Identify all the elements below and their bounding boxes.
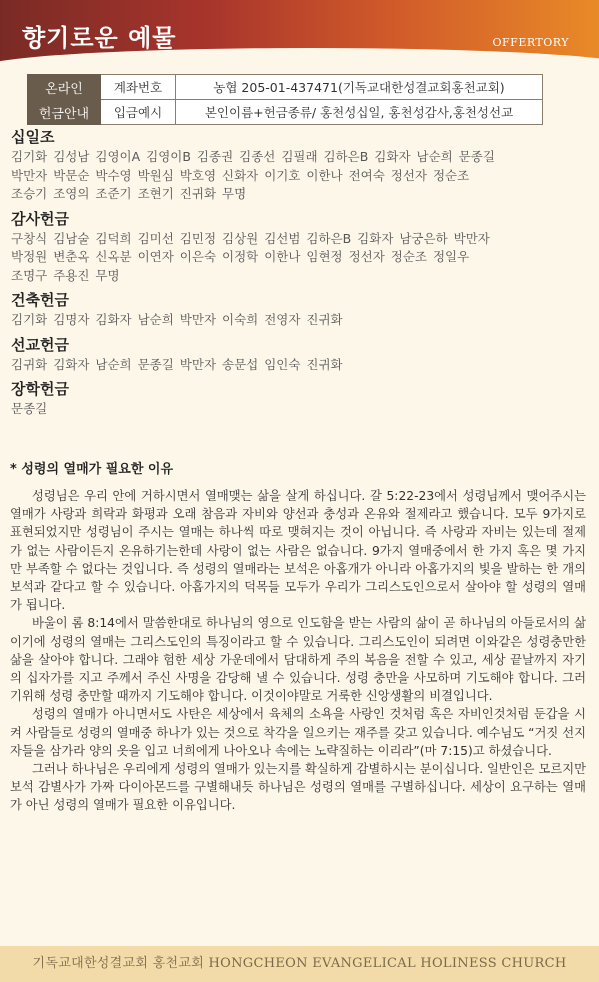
name-line: 김기화 김명자 김화자 남순희 박만자 이숙희 전영자 진귀화 xyxy=(11,312,343,327)
name-line: 박만자 박문순 박수영 박원심 박호영 신화자 이기호 이한나 전여숙 정선자 정순조 xyxy=(11,167,470,183)
deposit-example-key: 입금예시 xyxy=(101,100,176,125)
article xyxy=(10,458,586,815)
offering-name-lists xyxy=(11,126,589,423)
section-tithe xyxy=(11,126,589,204)
account-number-value: 농협 205-01-437471(기독교대한성결교회홍천교회) xyxy=(176,75,543,100)
section-title: 감사헌금 xyxy=(11,209,69,228)
section-title: 장학헌금 xyxy=(11,380,69,398)
name-list xyxy=(11,148,589,204)
name-line: 조명구 주용진 무명 xyxy=(11,267,120,283)
section-mission xyxy=(11,334,589,375)
page-subtitle: OFFERTORY xyxy=(492,36,569,49)
section-scholarship xyxy=(11,378,589,419)
name-list xyxy=(11,356,589,375)
name-line: 문종길 xyxy=(11,401,48,416)
name-line: 구창식 김남술 김덕희 김미선 김민정 김상원 김선범 김하은B 김화자 남궁은하 박만자 xyxy=(11,230,490,246)
article-paragraph: 성령의 열매가 아니면서도 사탄은 세상에서 육체의 소욕을 사랑인 것처럼 혹은 자비인것처럼 둔갑을 시켜 사람들로 성령의 열매중 하나가 있는 것으로 착각을 일으키는 재주를 갖고 있습니다. 예수님도 “거짓 선지자들을 삼가라 양의 옷을 입고 너희에게 나아오나 속에는 노략질하는 이리라”(마 7:15)고 하셨습니다. xyxy=(10,707,586,758)
online-label: 온라인 xyxy=(28,75,101,100)
name-list xyxy=(11,230,589,286)
name-line: 김귀화 김화자 남순희 문종길 박만자 송문섭 임인숙 진귀화 xyxy=(11,356,343,372)
deposit-example-value: 본인이름+헌금종류/ 홍천성십일, 홍천성감사,홍천성선교 xyxy=(176,100,543,125)
section-title: 선교헌금 xyxy=(11,335,69,354)
church-footer: 기독교대한성결교회 홍천교회 HONGCHEON EVANGELICAL HOLINESS CHURCH xyxy=(0,946,599,982)
offertory-header-banner xyxy=(0,0,599,62)
name-line: 조승기 조영의 조준기 조현기 진귀화 무명 xyxy=(11,186,247,201)
article-paragraph: 그러나 하나님은 우리에게 성령의 열매가 있는지를 확실하게 감별하시는 분이십니다. 일반인은 모르지만 보석 감별사가 가짜 다이아몬드를 구별해내듯 하나님은 성령의 열매를 구별하십니다. 세상이 요구하는 열매가 아닌 성령의 열매가 필요한 이유입니다. xyxy=(10,762,586,813)
page-title: 향기로운 예물 xyxy=(22,24,177,52)
section-building xyxy=(11,289,589,330)
name-line: 김기화 김성남 김영이A 김영이B 김종권 김종선 김필래 김하은B 김화자 남순희 문종길 xyxy=(11,149,495,164)
account-number-key: 계좌번호 xyxy=(101,75,176,100)
article-title: * 성령의 열매가 필요한 이유 xyxy=(10,462,174,477)
name-list xyxy=(11,400,589,419)
online-offering-info-table xyxy=(27,74,543,125)
name-list xyxy=(11,311,589,330)
section-thanksgiving xyxy=(11,208,589,286)
section-title: 십일조 xyxy=(11,128,55,146)
article-paragraph: 성령님은 우리 안에 거하시면서 열매맺는 삶을 살게 하십니다. 갈 5:22-23에서 성령님께서 맺어주시는 열매가 사랑과 희락과 화평과 오래 참음과 자비와 양선과 충성과 온유와 절제라고 했습니다. 모두 9가지로 표현되었지만 성령님이 주시는 열매는 하나씩 따로 맺혀지는 것이 아닙니다. 즉 사랑과 자비는 있는데 절제가 없는 사람이든지 온유하기는한데 사랑이 없는 사람은 없습니다. 9가지 열매중에서 한 가지 혹은 몇 가지만 부족할 수 없다는 것입니다. 즉 성령의 열매라는 보석은 아홉개가 아니라 아홉가지의 빛을 발하는 한 개의 보석과 같다고 할 수 있습니다. 아홉가지의 덕목들 모두가 우리가 그리스도인으로서 살아야 할 성령의 열매가 됩니다. xyxy=(10,489,586,613)
name-line: 박정원 변춘옥 신옥분 이연자 이은숙 이정학 이한나 임현정 정선자 정순조 정일우 xyxy=(11,249,470,264)
section-title: 건축헌금 xyxy=(11,291,69,309)
offering-guide-label: 헌금안내 xyxy=(28,100,101,125)
article-paragraph: 바울이 롬 8:14에서 말씀한대로 하나님의 영으로 인도함을 받는 사람의 삶이 곧 하나님의 아들로서의 삶이기에 성령의 열매는 그리스도인의 특징이라고 할 수 있습니다. 그리스도인이 되려면 이와같은 성령충만한 삶을 살아야 합니다. 그래야 험한 세상 가운데에서 담대하게 주의 복음을 전할 수 있고, 세상 끝날까지 자기의 십자가를 지고 주께서 주신 사명을 감당해 낼 수 있습니다. 성령 충만을 사모하며 기도해야 합니다. 그러기위해 성령 충만할 때까지 기도해야 합니다. 이것이야말로 거룩한 신앙생활의 비결입니다. xyxy=(10,616,586,704)
